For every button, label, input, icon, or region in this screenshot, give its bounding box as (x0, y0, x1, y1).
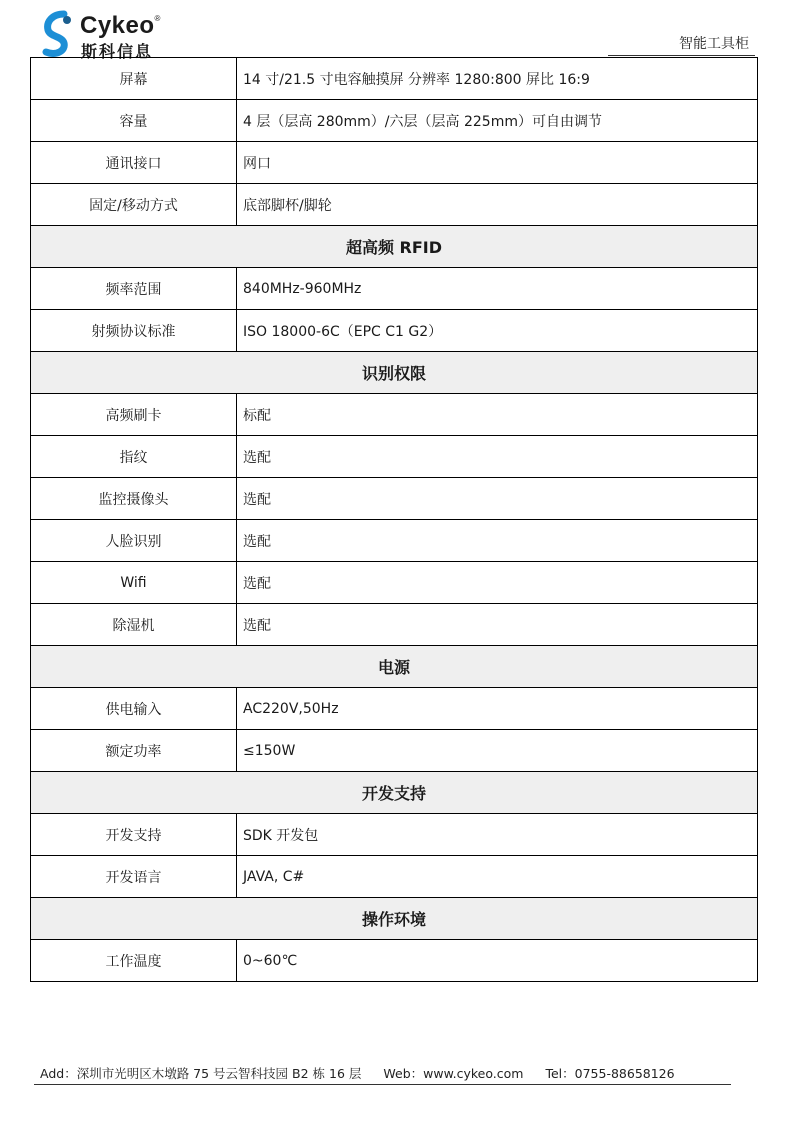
spec-row (31, 394, 758, 436)
spec-key: Wifi (31, 562, 237, 604)
spec-row (31, 562, 758, 604)
spec-row (31, 520, 758, 562)
spec-value: 选配 (237, 478, 758, 520)
document-title: 智能工具柜 (679, 36, 749, 52)
section-header-row (31, 772, 758, 814)
spec-row (31, 478, 758, 520)
spec-key: 固定/移动方式 (31, 184, 237, 226)
section-title: 超高频 RFID (31, 226, 758, 268)
spec-key: 开发语言 (31, 856, 237, 898)
spec-table (30, 57, 758, 982)
spec-value: 选配 (237, 520, 758, 562)
spec-value: 选配 (237, 604, 758, 646)
spec-value: 0~60℃ (237, 940, 758, 982)
footer-web: Web：www.cykeo.com (383, 1066, 524, 1081)
spec-key: 人脸识别 (31, 520, 237, 562)
section-header-row (31, 352, 758, 394)
spec-key: 容量 (31, 100, 237, 142)
section-title: 电源 (31, 646, 758, 688)
spec-value: 14 寸/21.5 寸电容触摸屏 分辨率 1280:800 屏比 16:9 (237, 58, 758, 100)
spec-key: 监控摄像头 (31, 478, 237, 520)
header-divider (608, 55, 755, 56)
spec-row (31, 856, 758, 898)
spec-row (31, 814, 758, 856)
section-header-row (31, 226, 758, 268)
spec-value: 底部脚杯/脚轮 (237, 184, 758, 226)
spec-value: 选配 (237, 436, 758, 478)
spec-value: ≤150W (237, 730, 758, 772)
brand-name-cn: 斯科信息 (81, 42, 154, 61)
spec-value: SDK 开发包 (237, 814, 758, 856)
spec-value: 4 层（层高 280mm）/六层（层高 225mm）可自由调节 (237, 100, 758, 142)
spec-row (31, 688, 758, 730)
spec-row (31, 436, 758, 478)
company-logo (40, 8, 180, 60)
spec-value: 网口 (237, 142, 758, 184)
footer (40, 1064, 693, 1082)
spec-row (31, 58, 758, 100)
spec-key: 射频协议标准 (31, 310, 237, 352)
spec-row (31, 310, 758, 352)
spec-key: 供电输入 (31, 688, 237, 730)
spec-value: AC220V,50Hz (237, 688, 758, 730)
spec-key: 额定功率 (31, 730, 237, 772)
spec-row (31, 184, 758, 226)
spec-value: 选配 (237, 562, 758, 604)
spec-row (31, 100, 758, 142)
cykeo-logo-icon (40, 10, 76, 58)
section-title: 操作环境 (31, 898, 758, 940)
spec-row (31, 604, 758, 646)
spec-row (31, 268, 758, 310)
spec-key: 通讯接口 (31, 142, 237, 184)
spec-key: 除湿机 (31, 604, 237, 646)
section-title: 识别权限 (31, 352, 758, 394)
spec-row (31, 730, 758, 772)
section-title: 开发支持 (31, 772, 758, 814)
footer-address: Add：深圳市光明区木墩路 75 号云智科技园 B2 栋 16 层 (40, 1066, 362, 1081)
brand-name: Cykeo® (80, 12, 161, 39)
spec-value: JAVA, C# (237, 856, 758, 898)
spec-key: 开发支持 (31, 814, 237, 856)
spec-value: ISO 18000-6C（EPC C1 G2） (237, 310, 758, 352)
footer-tel: Tel：0755-88658126 (545, 1066, 675, 1081)
spec-key: 频率范围 (31, 268, 237, 310)
spec-value: 840MHz-960MHz (237, 268, 758, 310)
spec-row (31, 940, 758, 982)
section-header-row (31, 646, 758, 688)
footer-divider (34, 1084, 731, 1085)
spec-key: 屏幕 (31, 58, 237, 100)
spec-key: 工作温度 (31, 940, 237, 982)
spec-key: 高频刷卡 (31, 394, 237, 436)
section-header-row (31, 898, 758, 940)
spec-row (31, 142, 758, 184)
spec-value: 标配 (237, 394, 758, 436)
spec-key: 指纹 (31, 436, 237, 478)
